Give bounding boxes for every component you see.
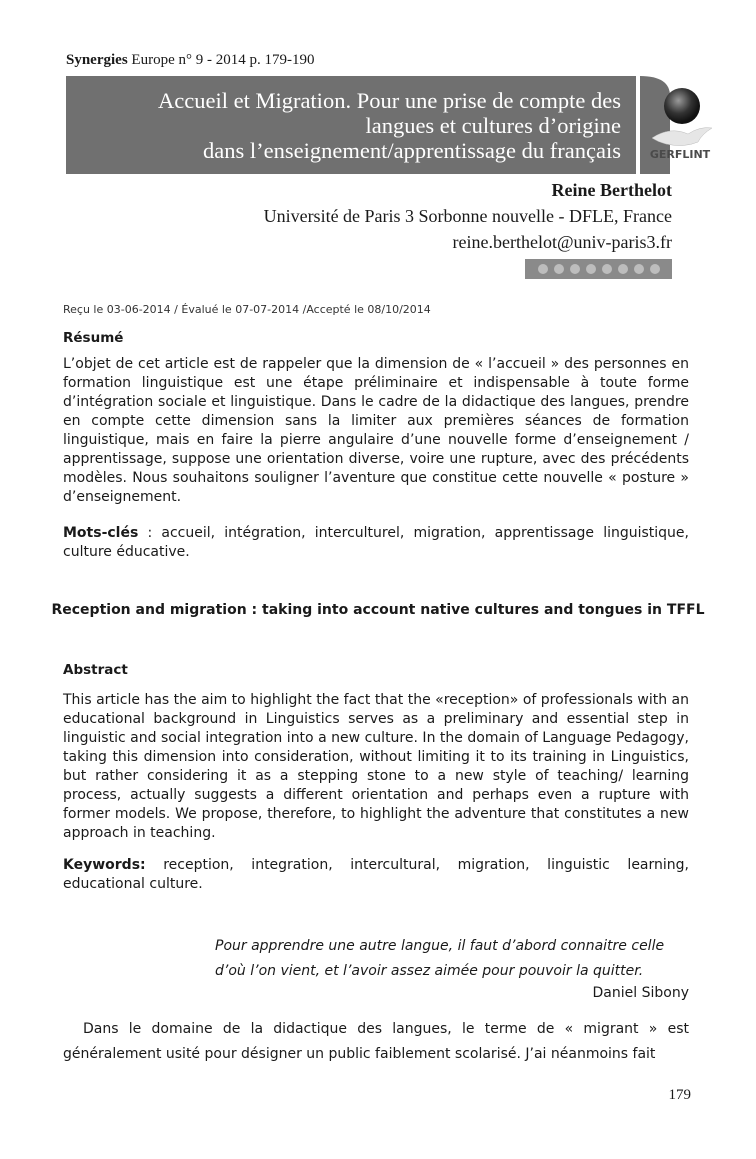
page-number: 179 bbox=[668, 1087, 691, 1103]
journal-issue: Europe n° 9 - 2014 p. 179-190 bbox=[131, 52, 315, 68]
epigraph bbox=[215, 934, 690, 984]
epigraph-line-1: Pour apprendre une autre langue, il faut d’abord connaitre celle bbox=[215, 938, 665, 954]
title-line-1: Accueil et Migration. Pour une prise de compte des bbox=[158, 88, 621, 113]
abstract-text: This article has the aim to highlight the fact that the «reception» of professionals with an educational background in Linguistics serves as a preliminary and essential step in linguistic and social integration into a new culture. In the domain of Language Pedagogy, taking this dimension into consideration, without limiting it to its training in Linguistics, but rather considering it as a stepping stone to a new style of teaching/ learning process, actually suggests a different orientation and perhaps even a rupture with former models. We propose, therefore, to highlight the adventure that constitutes a new approach in teaching. bbox=[63, 692, 689, 841]
article-title bbox=[66, 88, 621, 163]
gerflint-logo bbox=[640, 76, 720, 174]
keywords-text: reception, integration, intercultural, migration, linguistic learning, educational culture. bbox=[63, 857, 689, 892]
english-title: Reception and migration : taking into account native cultures and tongues in TFFL bbox=[51, 602, 705, 618]
dot-icon bbox=[538, 264, 548, 274]
author-name: Reine Berthelot bbox=[551, 180, 672, 200]
resume-text: L’objet de cet article est de rappeler que la dimension de « l’accueil » des personnes en formation linguistique est une étape préliminaire et indispensable à toute forme d’intégration sociale et linguistique. Dans le cadre de la didactique des langues, prendre en compte cette dimension sans la limiter aux premières séances de formation linguistique, mais en faire la pierre angulaire d’une nouvelle forme d’enseignement / apprentissage, suppose une orientation diverse, voire une rupture, avec des précédents modèles. Nous souhaitons souligner l’aventure que constitue cette nouvelle « posture » d’enseignement. bbox=[63, 356, 689, 505]
title-line-3: dans l’enseignement/apprentissage du français bbox=[203, 138, 621, 163]
motscles-text: : accueil, intégration, interculturel, migration, apprentissage linguistique, culture éducative. bbox=[63, 525, 689, 560]
keywords-paragraph bbox=[63, 856, 689, 894]
dove-globe-logo-icon bbox=[640, 76, 720, 174]
decorative-dot-bar bbox=[525, 259, 672, 279]
keywords-label: Keywords: bbox=[63, 857, 146, 873]
dot-icon bbox=[586, 264, 596, 274]
body-paragraph: Dans le domaine de la didactique des langues, le terme de « migrant » est généralement usité pour désigner un public faiblement scolarisé. J’ai néanmoins fait bbox=[63, 1021, 689, 1062]
author-affiliation: Université de Paris 3 Sorbonne nouvelle - DFLE, France bbox=[263, 206, 672, 226]
logo-text: GERFLINT bbox=[649, 148, 711, 161]
epigraph-author: Daniel Sibony bbox=[592, 985, 689, 1001]
dot-icon bbox=[618, 264, 628, 274]
motscles-label: Mots-clés bbox=[63, 525, 139, 541]
title-line-2: langues et cultures d’origine bbox=[365, 113, 621, 138]
dot-icon bbox=[570, 264, 580, 274]
journal-reference bbox=[66, 52, 314, 69]
abstract-heading: Abstract bbox=[63, 662, 128, 678]
dot-icon bbox=[554, 264, 564, 274]
resume-heading: Résumé bbox=[63, 330, 124, 346]
journal-name: Synergies bbox=[66, 52, 128, 68]
motscles-paragraph bbox=[63, 524, 689, 562]
author-email: reine.berthelot@univ-paris3.fr bbox=[452, 232, 672, 252]
dot-icon bbox=[650, 264, 660, 274]
epigraph-line-2: d’où l’on vient, et l’avoir assez aimée pour pouvoir la quitter. bbox=[215, 963, 644, 979]
submission-dates: Reçu le 03-06-2014 / Évalué le 07-07-2014 /Accepté le 08/10/2014 bbox=[63, 303, 431, 316]
dot-icon bbox=[602, 264, 612, 274]
dot-icon bbox=[634, 264, 644, 274]
